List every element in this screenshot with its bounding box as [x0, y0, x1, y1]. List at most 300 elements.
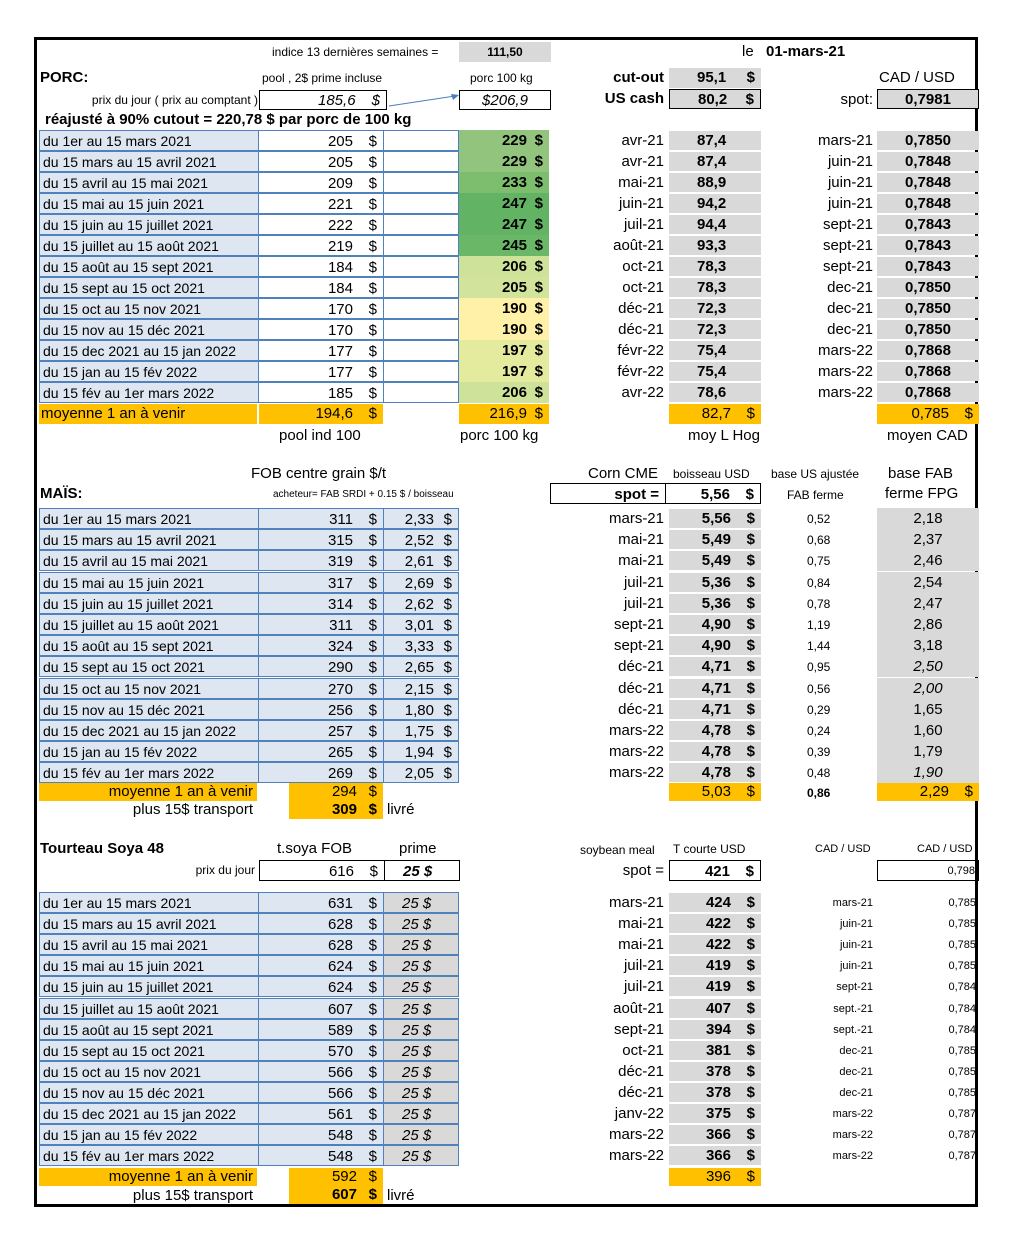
porc-value: 190 [501, 300, 527, 317]
porc-pool-header: pool , 2$ prime incluse [262, 71, 383, 85]
meal-price-value: 366 [705, 1126, 731, 1144]
fob-value: 311 [329, 511, 353, 528]
dollar-sign: $ [746, 1041, 755, 1059]
cad-rate: 0,7850 [877, 299, 979, 318]
pool-value: 209 [327, 175, 353, 192]
period-label: du 1er au 15 mars 2021 [39, 508, 259, 529]
meal-month: déc-21 [618, 1062, 664, 1080]
empty-cell [383, 256, 459, 277]
dollar-sign: $ [368, 511, 377, 528]
period-label: du 15 juillet au 15 août 2021 [39, 235, 259, 256]
soya-fob-price [258, 1019, 384, 1040]
base-fpg: 2,86 [877, 614, 979, 635]
meal-month: août-21 [613, 999, 664, 1017]
soya-prime: 25 $ [383, 934, 459, 955]
cad-rate: 0,7850 [877, 131, 979, 150]
fob-price [258, 635, 384, 656]
pool-price [258, 382, 384, 403]
dollar-sign: $ [368, 532, 377, 550]
corn-month: juil-21 [623, 573, 664, 591]
period-label: du 15 mars au 15 avril 2021 [39, 151, 259, 172]
soya-avg-fob: 592 $ [289, 1168, 383, 1186]
dollar-sign: $ [746, 510, 755, 527]
period-label: du 15 mars au 15 avril 2021 [39, 913, 259, 934]
meal-price-value: 381 [705, 1041, 731, 1059]
porc-avg-porc: 216,9 $ [459, 404, 549, 424]
period-label: du 15 fév au 1er mars 2022 [39, 382, 259, 403]
dollar-sign: $ [443, 595, 452, 613]
period-label: du 15 avril au 15 mai 2021 [39, 550, 259, 571]
bushel-price [383, 508, 459, 529]
base-us: 0,95 [807, 660, 831, 675]
acheteur-note: acheteur= FAB SRDI + 0.15 $ / boisseau [273, 489, 454, 500]
bushel-price [383, 550, 459, 571]
dollar-sign: $ [368, 154, 377, 171]
mais-avg-fpg: 2,29 $ [877, 783, 979, 801]
date-prefix: le [742, 43, 754, 60]
period-label: du 1er au 15 mars 2021 [39, 892, 259, 913]
porc-value: 229 [501, 132, 527, 149]
dollar-sign: $ [443, 723, 452, 740]
soya-cadusd-header2: CAD / USD [917, 843, 973, 855]
bushel-value: 2,65 [404, 659, 434, 677]
dollar-sign: $ [368, 364, 377, 381]
soya-fob-value: 628 [327, 916, 353, 934]
dollar-sign: $ [534, 321, 543, 338]
soya-cad-month: mars-22 [832, 1150, 873, 1163]
porc-foot-cad: moyen CAD [887, 427, 968, 444]
hog-month: oct-21 [622, 279, 664, 296]
fob-price [258, 762, 384, 783]
porc-100kg-price [459, 130, 549, 151]
mais-livre: livré [387, 801, 415, 818]
cad-rate: 0,7868 [877, 383, 979, 402]
dollar-sign: $ [534, 363, 543, 380]
soya-fob-price [258, 913, 384, 934]
pool-value: 185 [327, 385, 353, 402]
hog-month: déc-21 [618, 321, 664, 338]
porc-100kg-price [459, 256, 549, 277]
fob-value: 269 [327, 765, 353, 783]
period-label: du 15 juillet au 15 août 2021 [39, 998, 259, 1019]
dollar-sign: $ [746, 1105, 755, 1122]
period-label: du 15 nov au 15 déc 2021 [39, 699, 259, 720]
empty-cell [383, 193, 459, 214]
soya-cad-rate: 0,785 [948, 960, 976, 973]
fob-value: 290 [327, 659, 353, 677]
dollar-sign: $ [368, 979, 377, 997]
base-fpg: 2,37 [877, 529, 979, 550]
dollar-sign: $ [368, 1084, 377, 1102]
meal-price-value: 378 [705, 1083, 731, 1101]
dollar-sign: $ [368, 701, 377, 719]
soya-cad-month: sept.-21 [833, 1023, 873, 1036]
soya-cad-month: juin-21 [839, 918, 873, 931]
cad-rate: 0,7868 [877, 341, 979, 360]
period-label: du 15 juin au 15 juillet 2021 [39, 214, 259, 235]
meal-price [669, 1146, 761, 1165]
meal-price [669, 1125, 761, 1144]
corn-month: sept-21 [613, 616, 664, 633]
soybean-meal-header: soybean meal [580, 843, 655, 857]
cadusd-label: CAD / USD [879, 69, 955, 86]
pool-price [258, 319, 384, 340]
meal-price [669, 1041, 761, 1060]
bushel-price [383, 678, 459, 699]
dollar-sign: $ [368, 343, 377, 360]
corn-price [669, 742, 761, 761]
porc-value: 205 [501, 279, 527, 296]
pool-price [258, 193, 384, 214]
porc-value: 190 [501, 321, 527, 338]
corn-month: mars-22 [608, 743, 664, 761]
soya-cad-rate: 0,787 [948, 1129, 976, 1142]
bushel-price [383, 762, 459, 783]
base-us: 0,39 [807, 745, 831, 760]
soya-cad-month: mars-21 [832, 897, 873, 909]
dollar-sign: $ [746, 679, 755, 697]
period-label: du 15 jan au 15 fév 2022 [39, 1124, 259, 1145]
dollar-sign: $ [746, 616, 755, 633]
pool-price [258, 214, 384, 235]
base-us: 0,52 [807, 512, 831, 526]
fob-price [258, 614, 384, 635]
soya-fob-header: t.soya FOB [277, 840, 353, 857]
corn-month: mars-22 [608, 764, 664, 782]
soya-livre: livré [387, 1187, 415, 1204]
soya-cad-month: mars-22 [832, 1108, 873, 1120]
soya-prime: 25 $ [383, 1103, 459, 1124]
hog-price: 72,3 [669, 299, 761, 318]
corn-price-value: 5,49 [701, 552, 731, 570]
cad-month: juin-21 [827, 195, 873, 212]
meal-price-value: 366 [705, 1147, 731, 1165]
empty-cell [383, 382, 459, 403]
dollar-sign: $ [368, 1021, 377, 1039]
soya-prime: 25 $ [383, 1061, 459, 1082]
dollar-sign: $ [368, 385, 377, 402]
dollar-sign: $ [368, 895, 377, 912]
soya-prime: 25 $ [383, 998, 459, 1019]
base-fpg: 2,54 [877, 572, 979, 593]
corn-month: déc-21 [618, 679, 664, 697]
bushel-price [383, 656, 459, 677]
porc-100kg-price [459, 340, 549, 361]
corn-spot-value: 5,56 $ [665, 483, 761, 504]
empty-cell [383, 130, 459, 151]
cad-rate: 0,7843 [877, 257, 979, 276]
meal-price-value: 407 [705, 999, 731, 1017]
empty-cell [383, 172, 459, 193]
empty-cell [383, 214, 459, 235]
mais-transport-value: 309 $ [289, 801, 383, 819]
fob-price [258, 699, 384, 720]
cad-rate: 0,7850 [877, 320, 979, 339]
corn-price [669, 594, 761, 613]
porc-100kg-price [459, 298, 549, 319]
dollar-sign: $ [443, 574, 452, 592]
dollar-sign: $ [746, 1020, 755, 1038]
empty-cell [383, 151, 459, 172]
dollar-sign: $ [746, 957, 755, 975]
cad-month: mars-22 [817, 363, 873, 380]
bushel-price [383, 572, 459, 593]
arrow-icon [387, 92, 461, 108]
dollar-sign: $ [368, 680, 377, 698]
dollar-sign: $ [443, 659, 452, 677]
corn-price-value: 5,36 [701, 594, 731, 612]
corn-price [669, 551, 761, 570]
bushel-value: 3,01 [404, 617, 434, 634]
base-us: 1,44 [807, 639, 831, 654]
fob-value: 314 [327, 595, 353, 613]
meal-month: mars-21 [608, 894, 664, 911]
fob-price [258, 550, 384, 571]
period-label: du 15 juin au 15 juillet 2021 [39, 976, 259, 997]
dollar-sign: $ [368, 595, 377, 613]
porc-100kg-price [459, 235, 549, 256]
cad-rate: 0,7848 [877, 152, 979, 171]
bushel-value: 2,15 [404, 680, 434, 698]
period-label: du 15 dec 2021 au 15 jan 2022 [39, 340, 259, 361]
soya-cad-month: mars-22 [832, 1129, 873, 1142]
hog-month: avr-22 [621, 384, 664, 401]
corn-price [669, 679, 761, 698]
empty-cell [383, 340, 459, 361]
bushel-price [383, 741, 459, 762]
corn-price-value: 4,90 [701, 637, 731, 655]
meal-price-value: 422 [705, 915, 731, 933]
bushel-price [383, 635, 459, 656]
dollar-sign: $ [534, 174, 543, 191]
corn-price-value: 5,36 [701, 573, 731, 591]
cad-rate: 0,7848 [877, 194, 979, 213]
dollar-sign: $ [368, 1063, 377, 1081]
period-label: du 1er au 15 mars 2021 [39, 130, 259, 151]
dollar-sign: $ [368, 196, 377, 213]
porc-value: 229 [501, 153, 527, 170]
corn-price [669, 636, 761, 655]
pool-value: 177 [327, 364, 353, 381]
hog-price: 75,4 [669, 341, 761, 360]
corn-price-value: 5,56 [701, 510, 731, 527]
hog-price: 87,4 [669, 131, 761, 150]
pool-price [258, 130, 384, 151]
soya-prime-value: 25 $ [384, 860, 460, 881]
porc-100kg-price [459, 382, 549, 403]
dollar-sign: $ [368, 744, 377, 762]
bushel-price [383, 593, 459, 614]
hog-price: 88,9 [669, 173, 761, 192]
base-fab-header: base FAB [888, 465, 954, 482]
bushel-value: 2,62 [404, 595, 434, 613]
dollar-sign: $ [368, 916, 377, 934]
dollar-sign: $ [746, 894, 755, 911]
meal-price-value: 419 [705, 978, 731, 996]
dollar-sign: $ [746, 531, 755, 549]
hog-month: févr-22 [617, 363, 664, 380]
corn-price [669, 763, 761, 782]
fob-value: 315 [327, 532, 353, 550]
meal-price [669, 1020, 761, 1039]
corn-price [669, 530, 761, 549]
cad-rate: 0,7850 [877, 278, 979, 297]
period-label: du 15 août au 15 sept 2021 [39, 635, 259, 656]
empty-cell [383, 361, 459, 382]
dollar-sign: $ [746, 637, 755, 655]
dollar-sign: $ [368, 723, 377, 740]
period-label: du 15 dec 2021 au 15 jan 2022 [39, 720, 259, 741]
corn-price-value: 4,78 [701, 764, 731, 782]
bushel-price [383, 614, 459, 635]
period-label: du 15 dec 2021 au 15 jan 2022 [39, 1103, 259, 1124]
soya-fob-value: 624 [327, 958, 353, 976]
corn-price-value: 4,78 [701, 722, 731, 739]
hog-price: 78,3 [669, 278, 761, 297]
fob-value: 265 [327, 744, 353, 762]
dollar-sign: $ [746, 1126, 755, 1144]
soya-fob-value: 570 [327, 1042, 353, 1060]
hog-month: oct-21 [622, 258, 664, 275]
pool-value: 184 [327, 280, 353, 297]
base-us-header: base US ajustée [771, 467, 860, 481]
hog-price: 87,4 [669, 152, 761, 171]
dollar-sign: $ [746, 1147, 755, 1165]
porc-100kg-price [459, 361, 549, 382]
bushel-value: 3,33 [404, 638, 434, 656]
soya-fob-price [258, 976, 384, 997]
soya-title: Tourteau Soya 48 [40, 840, 164, 857]
period-label: du 15 juin au 15 juillet 2021 [39, 593, 259, 614]
indice-value: 111,50 [459, 42, 551, 62]
dollar-sign: $ [534, 279, 543, 296]
base-fpg: 3,18 [877, 635, 979, 656]
soya-fob-price [258, 998, 384, 1019]
price-sheet [34, 37, 978, 1207]
reajuste-note: réajusté à 90% cutout = 220,78 $ par porc de 100 kg [45, 111, 412, 128]
period-label: du 15 mai au 15 juin 2021 [39, 572, 259, 593]
cad-month: dec-21 [827, 300, 873, 317]
porc-100kg-price [459, 277, 549, 298]
porc-foot-pool: pool ind 100 [279, 427, 361, 444]
soya-prime: 25 $ [383, 955, 459, 976]
hog-month: juin-21 [618, 195, 664, 212]
soya-cad-month: dec-21 [839, 1044, 873, 1057]
bushel-value: 2,61 [404, 553, 434, 571]
base-fpg: 1,90 [877, 762, 979, 783]
dollar-sign: $ [534, 237, 543, 254]
base-us: 1,19 [807, 618, 831, 632]
dollar-sign: $ [746, 573, 755, 591]
soya-cad-rate: 0,785 [948, 897, 976, 909]
pool-value: 170 [327, 301, 353, 318]
prix-du-jour-value: 185,6 $ [259, 90, 387, 110]
meal-price [669, 999, 761, 1018]
porc-avg-cad: 0,785 $ [877, 404, 979, 424]
meal-price-value: 424 [705, 894, 731, 911]
meal-price-value: 378 [705, 1062, 731, 1080]
corn-month: déc-21 [618, 658, 664, 676]
soya-cad-month: dec-21 [839, 1086, 873, 1099]
cad-month: sept-21 [822, 258, 873, 275]
period-label: du 15 août au 15 sept 2021 [39, 256, 259, 277]
dollar-sign: $ [443, 511, 452, 528]
base-fpg: 2,47 [877, 593, 979, 614]
dollar-sign: $ [443, 553, 452, 571]
soya-cad-rate: 0,784 [948, 1023, 976, 1036]
soya-fob-value: 566 [327, 1084, 353, 1102]
pool-value: 205 [327, 133, 353, 150]
corn-month: sept-21 [613, 637, 664, 655]
bushel-price [383, 529, 459, 550]
porc-value: 197 [501, 363, 527, 380]
meal-month: déc-21 [618, 1083, 664, 1101]
dollar-sign: $ [443, 680, 452, 698]
porc-value: 197 [501, 342, 527, 359]
dollar-sign: $ [746, 999, 755, 1017]
soya-avg-price: 396 $ [669, 1168, 761, 1186]
cutout-label: cut-out [613, 69, 664, 86]
pool-value: 219 [327, 238, 353, 255]
corn-month: juil-21 [623, 594, 664, 612]
base-fpg: 1,79 [877, 741, 979, 762]
hog-month: avr-21 [621, 153, 664, 170]
base-us: 0,29 [807, 702, 831, 717]
mais-transport-label: plus 15$ transport [132, 801, 253, 818]
soya-avg-label: moyenne 1 an à venir [39, 1168, 257, 1186]
soya-spot-value: 421 $ [669, 860, 761, 881]
bushel-value: 2,52 [404, 532, 434, 550]
base-fpg: 2,46 [877, 550, 979, 571]
bushel-value: 1,80 [404, 701, 434, 719]
period-label: du 15 sept au 15 oct 2021 [39, 1040, 259, 1061]
cad-month: juin-21 [827, 174, 873, 191]
soya-cad-rate: 0,787 [948, 1150, 976, 1163]
meal-month: sept-21 [613, 1020, 664, 1038]
pool-price [258, 340, 384, 361]
dollar-sign: $ [368, 1148, 377, 1166]
corn-price-value: 5,49 [701, 531, 731, 549]
dollar-sign: $ [368, 133, 377, 150]
pool-value: 170 [327, 322, 353, 339]
cad-spot-value: 0,7981 [877, 89, 979, 109]
period-label: du 15 oct au 15 nov 2021 [39, 298, 259, 319]
dollar-sign: $ [746, 743, 755, 761]
soya-fob-value: 566 [327, 1063, 353, 1081]
period-label: du 15 jan au 15 fév 2022 [39, 361, 259, 382]
corn-month: mars-21 [608, 510, 664, 527]
period-label: du 15 sept au 15 oct 2021 [39, 277, 259, 298]
period-label: du 15 fév au 1er mars 2022 [39, 1145, 259, 1166]
porc-value: 245 [501, 237, 527, 254]
soya-fob-value: 628 [327, 937, 353, 955]
fob-price [258, 572, 384, 593]
soya-cad-rate: 0,785 [948, 939, 976, 952]
dollar-sign: $ [368, 322, 377, 339]
fob-value: 311 [329, 617, 353, 634]
base-us: 0,75 [807, 554, 831, 569]
dollar-sign: $ [368, 638, 377, 656]
porc-avg-pool: 194,6 $ [259, 404, 383, 424]
fob-price [258, 720, 384, 741]
fob-value: 256 [327, 701, 353, 719]
dollar-sign: $ [368, 280, 377, 297]
soya-prix-jour-value: 616 $ [259, 860, 385, 881]
fob-price [258, 508, 384, 529]
uscash-label: US cash [604, 90, 664, 107]
porc-100kg-price [459, 172, 549, 193]
meal-price [669, 977, 761, 996]
